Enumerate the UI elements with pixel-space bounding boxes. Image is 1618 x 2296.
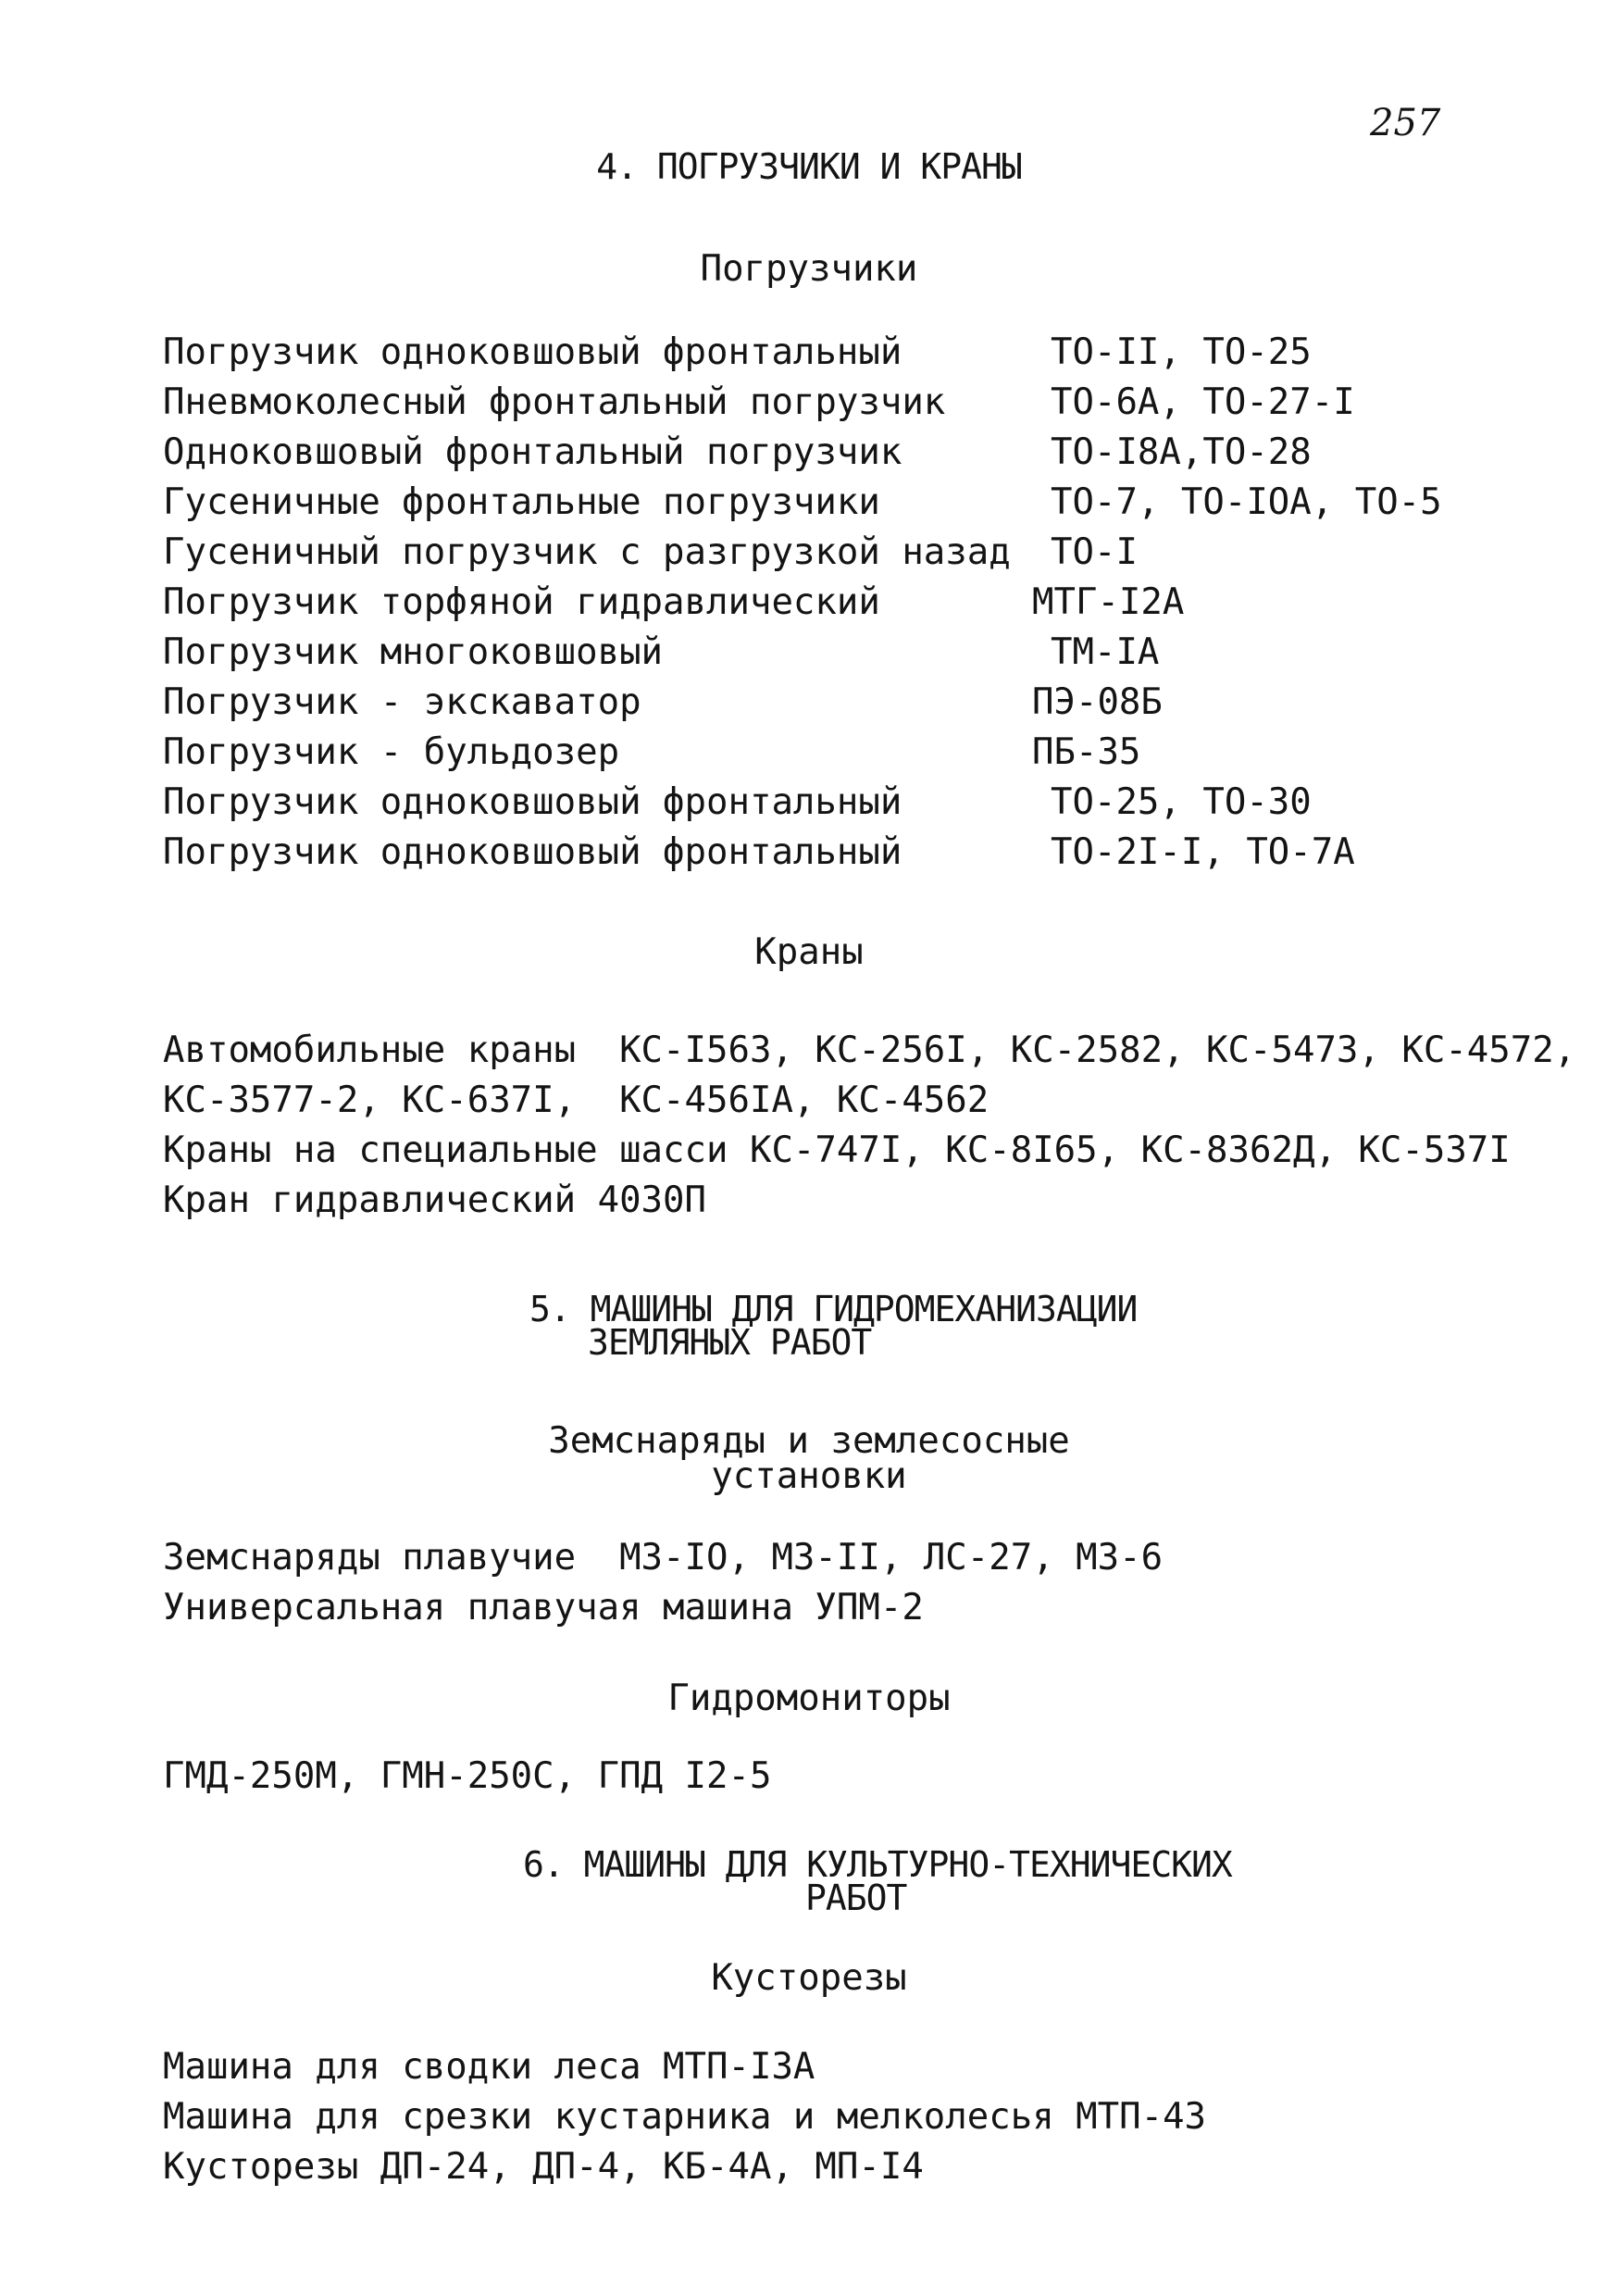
brush-cutters-heading: Кусторезы bbox=[711, 1957, 907, 1999]
list-item: Машина для сводки леса МТП-I3А bbox=[163, 2046, 815, 2088]
loader-name: Погрузчик одноковшовый фронтальный bbox=[163, 781, 902, 823]
loader-name: Погрузчик - экскаватор bbox=[163, 681, 641, 723]
dredgers-heading: Земснаряды и землесосные bbox=[548, 1420, 1070, 1462]
loader-models: ТО-2I-I, ТО-7А bbox=[1051, 831, 1355, 873]
section-5-title-continued: ЗЕМЛЯНЫХ РАБОТ bbox=[588, 1322, 872, 1363]
list-item: Кран гидравлический 4030П bbox=[163, 1179, 706, 1221]
loaders-heading: Погрузчики bbox=[700, 248, 918, 290]
loader-models: ТО-II, ТО-25 bbox=[1051, 331, 1312, 373]
section-6-title: 6. МАШИНЫ ДЛЯ КУЛЬТУРНО-ТЕХНИЧЕСКИХ bbox=[523, 1844, 1232, 1885]
cranes-heading: Краны bbox=[754, 931, 864, 973]
loader-models: ПБ-35 bbox=[1032, 731, 1141, 773]
list-item: Автомобильные краны КС-I563, КС-256I, КС-2582, КС-5473, КС-4572, bbox=[163, 1029, 1576, 1071]
loader-models: ПЭ-08Б bbox=[1032, 681, 1163, 723]
hydromonitors-heading: Гидромониторы bbox=[667, 1678, 951, 1719]
loader-models: МТГ-I2А bbox=[1032, 581, 1185, 623]
loader-name: Погрузчик - бульдозер bbox=[163, 731, 620, 773]
dredgers-heading-continued: установки bbox=[711, 1455, 907, 1497]
loader-name: Одноковшовый фронтальный погрузчик bbox=[163, 431, 902, 473]
loader-name: Погрузчик одноковшовый фронтальный bbox=[163, 331, 902, 373]
list-item: ГМД-250М, ГМН-250С, ГПД I2-5 bbox=[163, 1755, 772, 1797]
loader-models: ТМ-IА bbox=[1051, 631, 1160, 673]
section-6-title-continued: РАБОТ bbox=[805, 1878, 907, 1918]
section-5-title: 5. МАШИНЫ ДЛЯ ГИДРОМЕХАНИЗАЦИИ bbox=[529, 1289, 1138, 1329]
loader-models: ТО-7, ТО-IОА, ТО-5 bbox=[1051, 481, 1442, 523]
page-number: 257 bbox=[1370, 102, 1441, 144]
list-item: Универсальная плавучая машина УПМ-2 bbox=[163, 1587, 924, 1628]
list-item: Кусторезы ДП-24, ДП-4, КБ-4А, МП-I4 bbox=[163, 2146, 924, 2188]
loader-name: Погрузчик многоковшовый bbox=[163, 631, 664, 673]
loader-models: ТО-25, ТО-30 bbox=[1051, 781, 1312, 823]
list-item: Краны на специальные шасси КС-747I, КС-8I65, КС-8362Д, КС-537I bbox=[163, 1129, 1511, 1171]
loader-name: Гусеничные фронтальные погрузчики bbox=[163, 481, 880, 523]
loader-name: Погрузчик торфяной гидравлический bbox=[163, 581, 880, 623]
loader-name: Гусеничный погрузчик с разгрузкой назад bbox=[163, 531, 1011, 573]
list-item: Земснаряды плавучие МЗ-IО, МЗ-II, ЛС-27, МЗ-6 bbox=[163, 1537, 1164, 1578]
list-item: Машина для срезки кустарника и мелколесья МТП-43 bbox=[163, 2096, 1207, 2138]
loader-models: ТО-I8А,ТО-28 bbox=[1051, 431, 1312, 473]
list-item: КС-3577-2, КС-637I, КС-456IА, КС-4562 bbox=[163, 1079, 989, 1121]
loader-name: Пневмоколесный фронтальный погрузчик bbox=[163, 381, 946, 423]
loader-models: ТО-I bbox=[1051, 531, 1138, 573]
loader-models: ТО-6А, ТО-27-I bbox=[1051, 381, 1355, 423]
section-4-title: 4. ПОГРУЗЧИКИ И КРАНЫ bbox=[596, 146, 1022, 187]
loader-name: Погрузчик одноковшовый фронтальный bbox=[163, 831, 902, 873]
